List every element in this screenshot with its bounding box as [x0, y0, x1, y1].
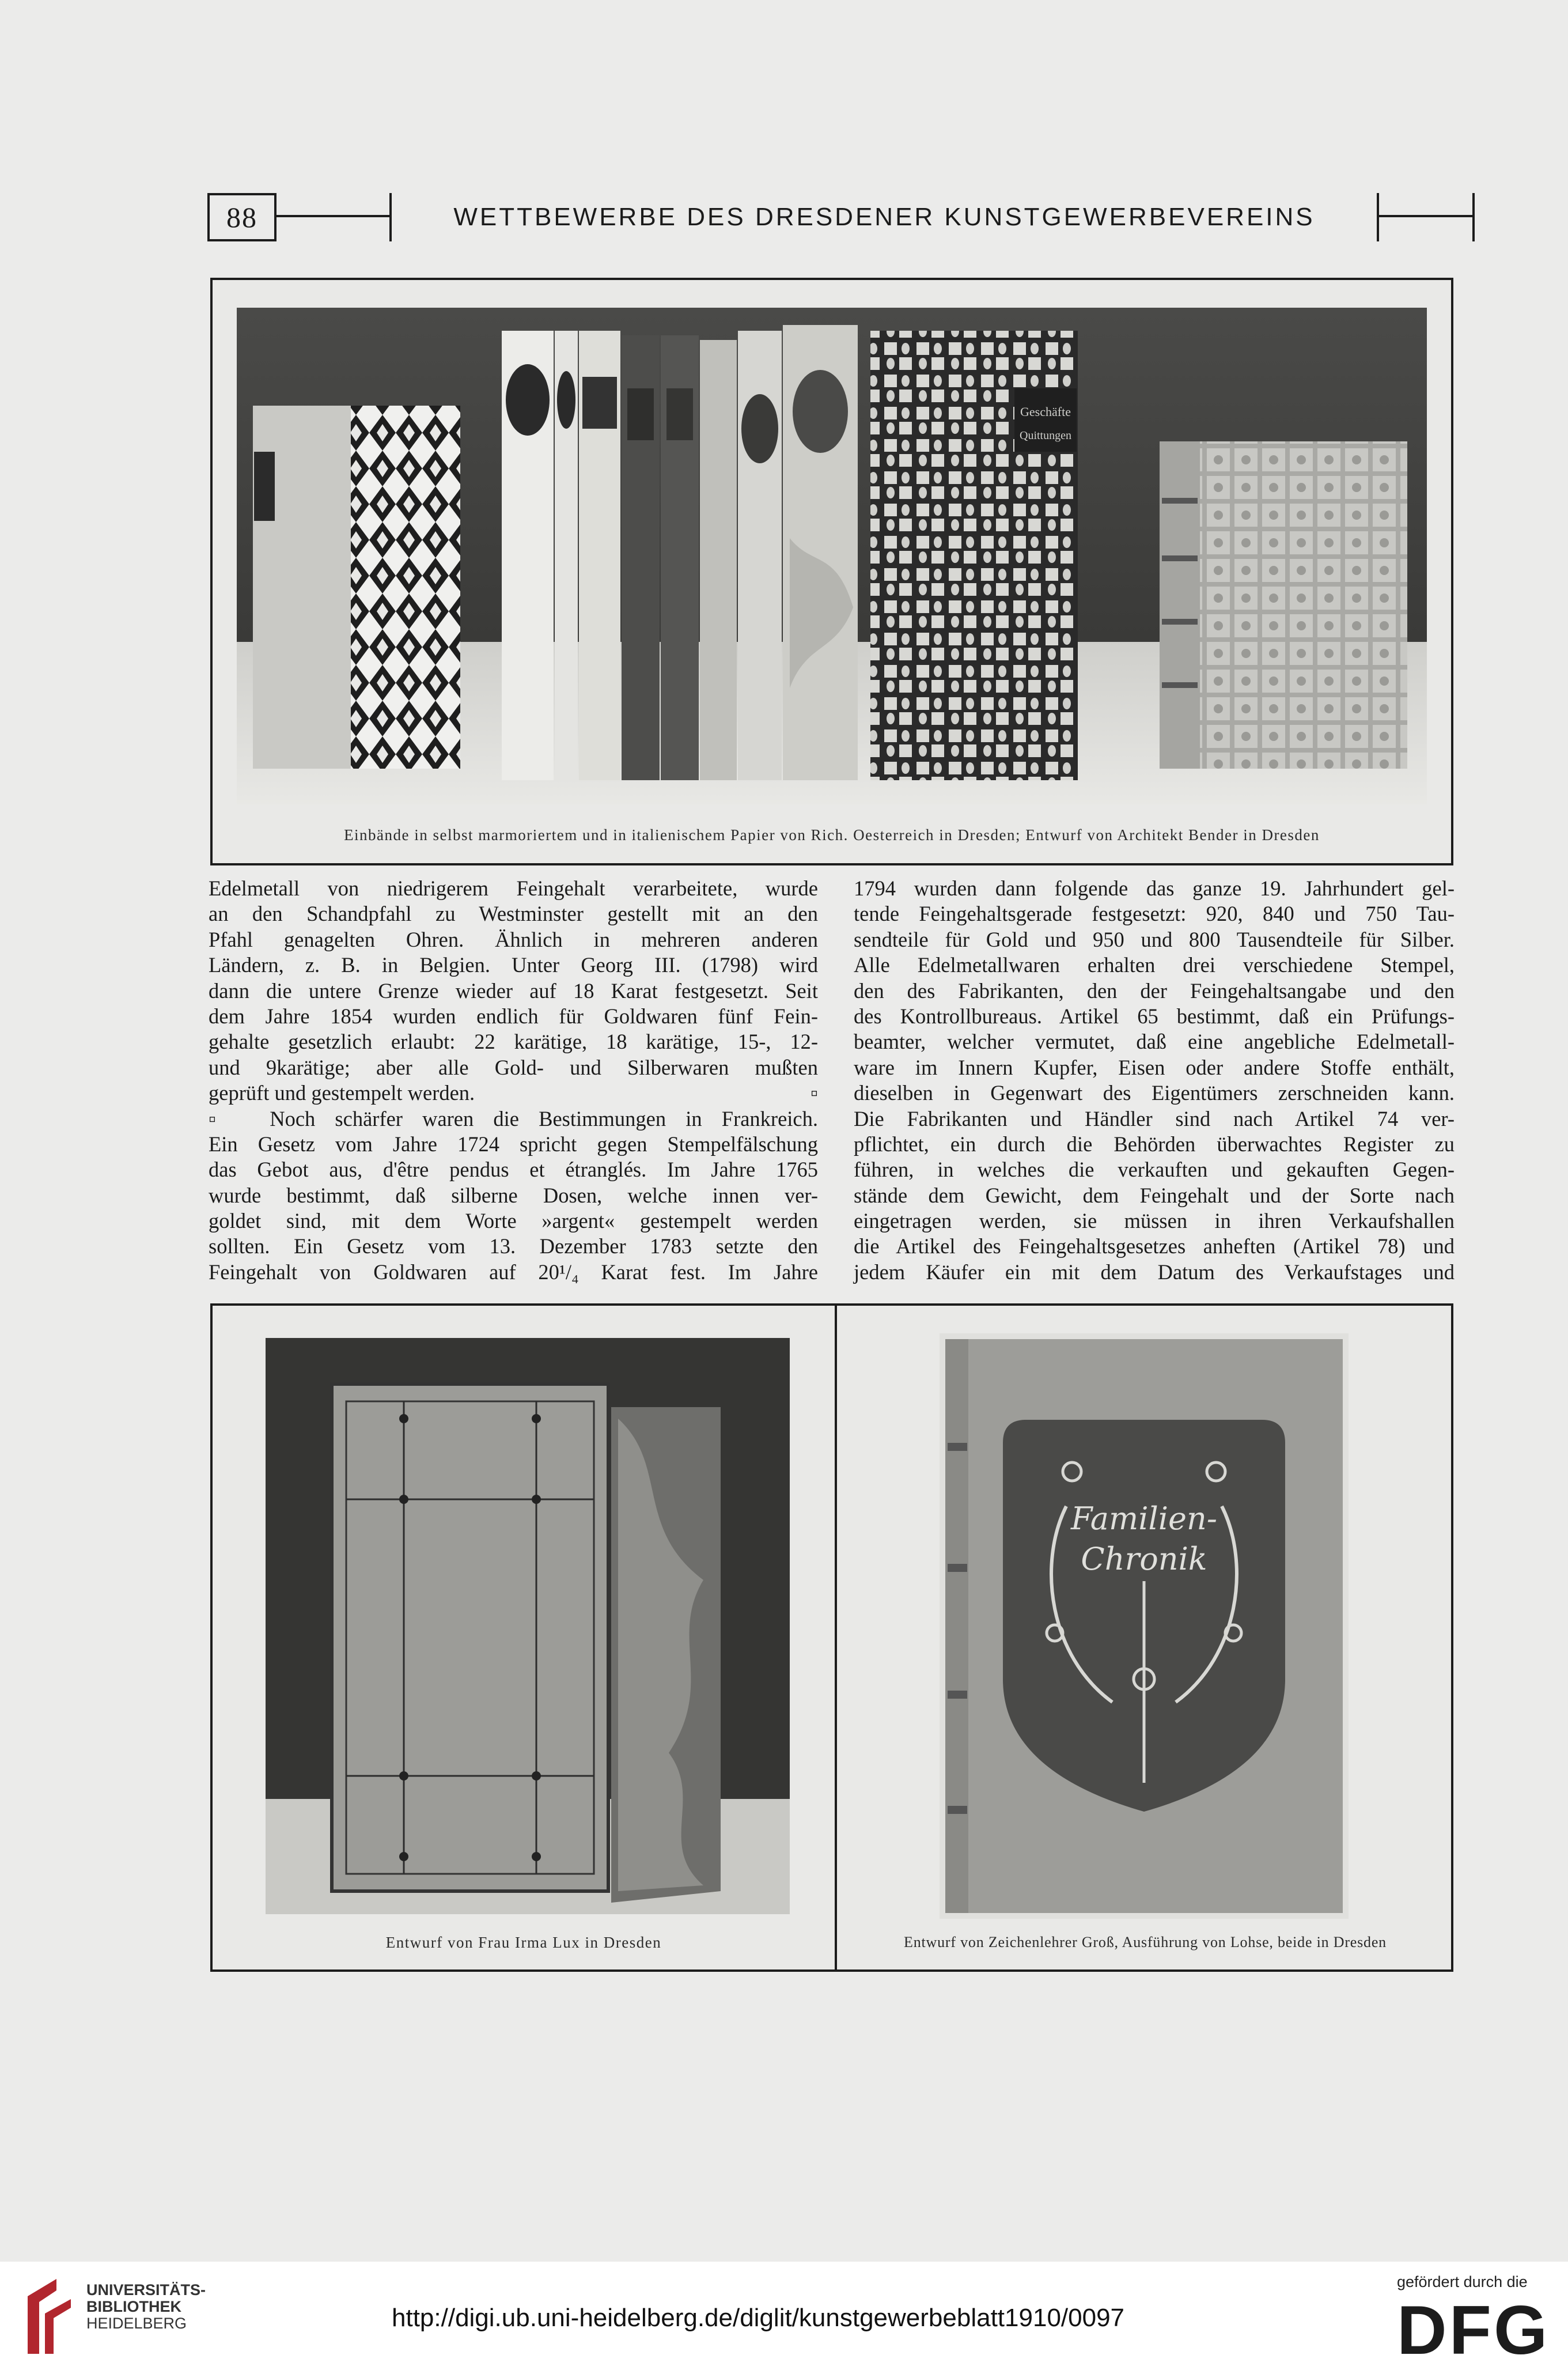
text-line: das Gebot aus, d'être pendus et étranglés. Im Jahre 1765	[209, 1158, 818, 1182]
text-line: dem Jahre 1854 wurden endlich für Goldwaren fünf Fein-	[209, 1004, 818, 1028]
text-line: sendteile für Gold und 950 und 800 Tausendteile für Silber.	[854, 927, 1455, 951]
text-line: goldet sind, mit dem Worte »argent« gestempelt werden	[209, 1209, 818, 1233]
header-rule-right	[1377, 215, 1475, 217]
spine-label-b: Quittungen	[1020, 429, 1071, 442]
text-line: dieselben in Gegenwart des Eigentümers zerschneiden kann.	[854, 1081, 1455, 1105]
familien-chronik-illustration	[940, 1333, 1349, 1919]
text-line: und 9karätige; aber alle Gold- und Silberwaren mußten	[209, 1055, 818, 1079]
library-logo-icon	[16, 2273, 79, 2360]
library-name-line1: UNIVERSITÄTS-	[86, 2281, 206, 2299]
running-header	[207, 193, 1452, 245]
page-number: 88	[207, 193, 277, 241]
text-line: ware im Innern Kupfer, Eisen oder andere Stoffe enthält,	[854, 1055, 1455, 1079]
header-rule-left	[277, 215, 392, 217]
text-line: Die Fabrikanten und Händler sind nach Artikel 74 ver-	[854, 1106, 1455, 1131]
figure-divider	[835, 1306, 837, 1969]
figure-bottom-frame	[210, 1303, 1453, 1972]
text-line: des Kontrollbureaus. Artikel 65 bestimmt, daß ein Prüfungs-	[854, 1004, 1455, 1028]
photo-bound-book-lux	[266, 1338, 790, 1914]
photo-familien-chronik	[940, 1333, 1349, 1919]
text-line: 1794 wurden dann folgende das ganze 19. Jahrhundert gel-	[854, 876, 1455, 900]
text-line: tende Feingehaltsgerade festgesetzt: 920, 840 und 750 Tau-	[854, 902, 1455, 926]
text-line: beamter, welcher vermutet, daß eine angebliche Edelmetall-	[854, 1030, 1455, 1054]
library-name-line2: BIBLIOTHEK	[86, 2298, 181, 2315]
text-line: dann die untere Grenze wieder auf 18 Karat festgesetzt. Seit	[209, 978, 818, 1003]
text-line: pflichtet, ein durch die Behörden überwachtes Register zu	[854, 1132, 1455, 1156]
text-line: jedem Käufer ein mit dem Datum des Verkaufstages und	[854, 1260, 1455, 1284]
text-line: an den Schandpfahl zu Westminster gestellt mit an den	[209, 902, 818, 926]
text-line: Edelmetall von niedrigerem Feingehalt verarbeitete, wurde	[209, 876, 818, 900]
text-line: gehalte gesetzlich erlaubt: 22 karätige, 18 karätige, 15-, 12-	[209, 1030, 818, 1054]
header-end-bar	[1472, 193, 1475, 241]
text-line: Ländern, z. B. in Belgien. Unter Georg III. (1798) wird	[209, 953, 818, 977]
caption-bottom-left: Entwurf von Frau Irma Lux in Dresden	[385, 1934, 662, 1951]
cover-title-line2: Chronik	[1081, 1541, 1207, 1577]
library-name	[86, 2282, 206, 2332]
cover-title-line1: Familien-	[1071, 1500, 1217, 1537]
photo-book-bindings	[237, 308, 1427, 804]
text-line: stände dem Gewicht, dem Feingehalt und der Sorte nach	[854, 1183, 1455, 1207]
text-line	[209, 1106, 818, 1132]
text-column-left	[209, 876, 818, 1285]
caption-top: Einbände in selbst marmoriertem und in italienischem Papier von Rich. Oesterreich in Dresden; Entwurf von Architekt Bender in Dresden	[344, 826, 1320, 844]
book-bindings-illustration	[237, 308, 1427, 804]
dfg-logo: DFG	[1397, 2292, 1550, 2369]
caption-bottom-right: Entwurf von Zeichenlehrer Groß, Ausführung von Lohse, beide in Dresden	[904, 1934, 1387, 1950]
text-line: eingetragen werden, sie müssen in ihren Verkaufshallen	[854, 1209, 1455, 1233]
text-line: wurde bestimmt, daß silberne Dosen, welche innen ver-	[209, 1183, 818, 1207]
header-bar-right	[1377, 193, 1379, 241]
text-line: Feingehalt von Goldwaren auf 20¹/₄ Karat fest. Im Jahre	[209, 1260, 818, 1284]
book-lux-illustration	[266, 1338, 790, 1914]
text-line	[209, 1080, 818, 1106]
spine-label-a: Geschäfte	[1020, 405, 1071, 419]
section-mark: ▫	[209, 1106, 230, 1131]
funded-by-label: gefördert durch die	[1397, 2273, 1528, 2290]
figure-top	[210, 278, 1453, 865]
section-mark: ▫	[810, 1081, 818, 1105]
text-line: die Artikel des Feingehaltsgesetzes anheften (Artikel 78) und	[854, 1234, 1455, 1258]
text-column-right	[854, 876, 1455, 1285]
text-line: Pfahl genagelten Ohren. Ähnlich in mehreren anderen	[209, 927, 818, 951]
text-line: führen, in welches die verkauften und gekauften Gegen-	[854, 1158, 1455, 1182]
text-line-content: Noch schärfer waren die Bestimmungen in Frankreich.	[270, 1106, 819, 1131]
text-line: den des Fabrikanten, den der Feingehaltsangabe und den	[854, 978, 1455, 1003]
header-bar-left	[389, 193, 392, 241]
text-line: sollten. Ein Gesetz vom 13. Dezember 1783 setzte den	[209, 1234, 818, 1258]
running-title: WETTBEWERBE DES DRESDENER KUNSTGEWERBEVEREINS	[453, 203, 1315, 231]
text-line: Ein Gesetz vom Jahre 1724 spricht gegen Stempelfälschung	[209, 1132, 818, 1156]
text-line: Alle Edelmetallwaren erhalten drei verschiedene Stempel,	[854, 953, 1455, 977]
library-name-line3: HEIDELBERG	[86, 2315, 187, 2332]
permalink-url[interactable]: http://digi.ub.uni-heidelberg.de/diglit/kunstgewerbeblatt1910/0097	[392, 2304, 1125, 2332]
text-line-content: geprüft und gestempelt werden.	[209, 1081, 475, 1105]
